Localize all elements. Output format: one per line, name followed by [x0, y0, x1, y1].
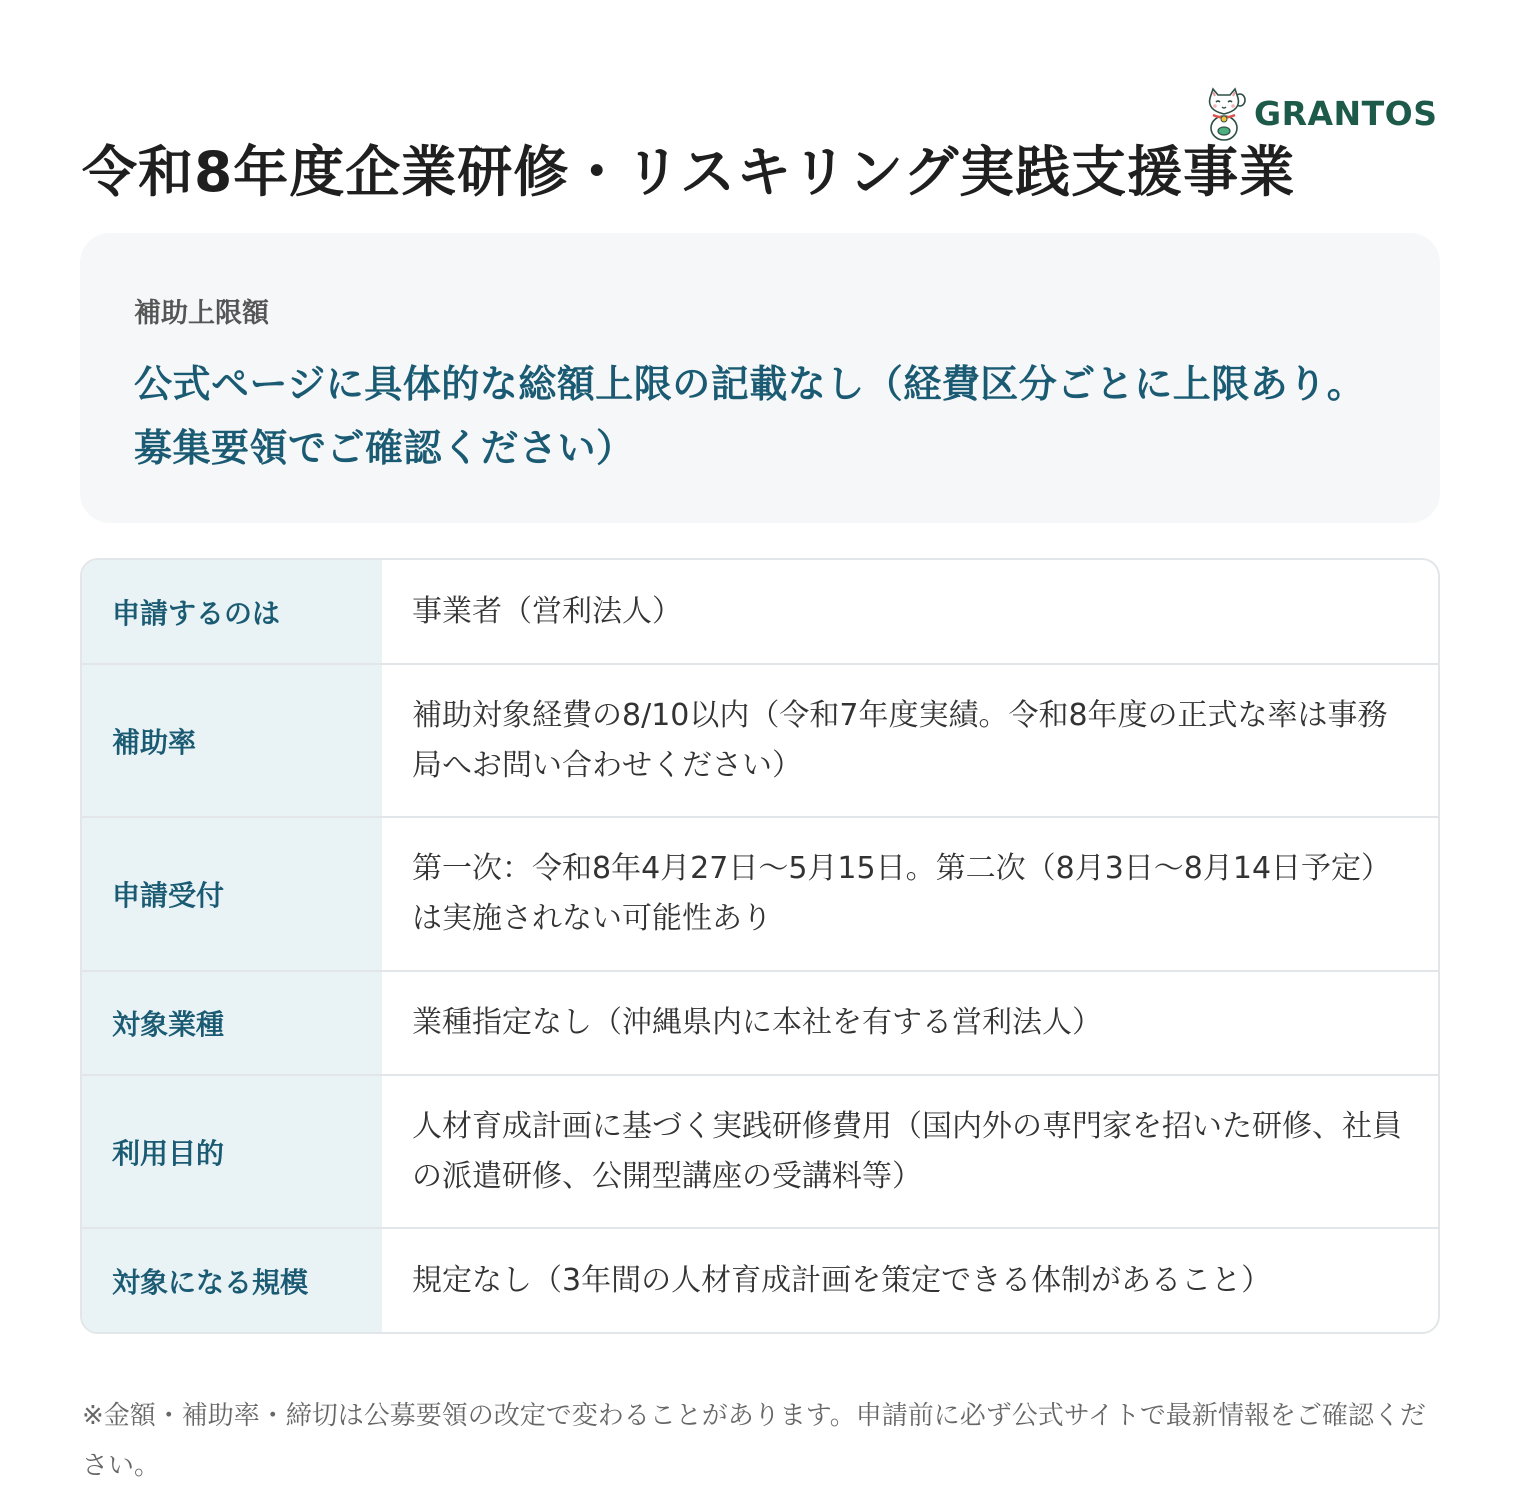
row-value-purpose: 人材育成計画に基づく実践研修費用（国内外の専門家を招いた研修、社員の派遣研修、公開型講座の受講料等） — [412, 1108, 1402, 1194]
subsidy-limit-value: 公式ページに具体的な総額上限の記載なし（経費区分ごとに上限あり。募集要領でご確認ください） — [134, 362, 1366, 470]
row-label-industry: 対象業種 — [82, 972, 382, 1074]
table-row — [82, 1074, 1438, 1227]
row-value-application-period: 第一次：令和8年4月27日〜5月15日。第二次（8月3日〜8月14日予定）は実施されない可能性あり — [412, 851, 1392, 936]
page-title: 令和8年度企業研修・リスキリング実践支援事業 — [82, 140, 1296, 204]
row-value-industry: 業種指定なし（沖縄県内に本社を有する営利法人） — [412, 1005, 1102, 1040]
table-row — [82, 1227, 1438, 1332]
row-label-purpose: 利用目的 — [82, 1076, 382, 1227]
row-value-applicant: 事業者（営利法人） — [412, 593, 682, 629]
table-row — [82, 816, 1438, 970]
table-row — [82, 663, 1438, 816]
row-label-application-period: 申請受付 — [82, 818, 382, 970]
row-value-scale: 規定なし（3年間の人材育成計画を策定できる体制があること） — [412, 1262, 1272, 1298]
table-row — [82, 560, 1438, 663]
row-label-subsidy-rate: 補助率 — [82, 665, 382, 816]
table-row — [82, 970, 1438, 1074]
footnote: ※金額・補助率・締切は公募要領の改定で変わることがあります。申請前に必ず公式サイトで最新情報をご確認ください。 — [82, 1401, 1426, 1481]
row-label-applicant: 申請するのは — [82, 560, 382, 663]
row-value-subsidy-rate: 補助対象経費の8/10以内（令和7年度実績。令和8年度の正式な率は事務局へお問い合わせください） — [412, 697, 1388, 783]
subsidy-limit-label: 補助上限額 — [134, 298, 269, 329]
info-table — [80, 558, 1440, 1334]
subsidy-limit-card — [80, 233, 1440, 523]
row-label-scale: 対象になる規模 — [82, 1229, 382, 1332]
logo-text: GRANTOS — [1254, 93, 1438, 133]
